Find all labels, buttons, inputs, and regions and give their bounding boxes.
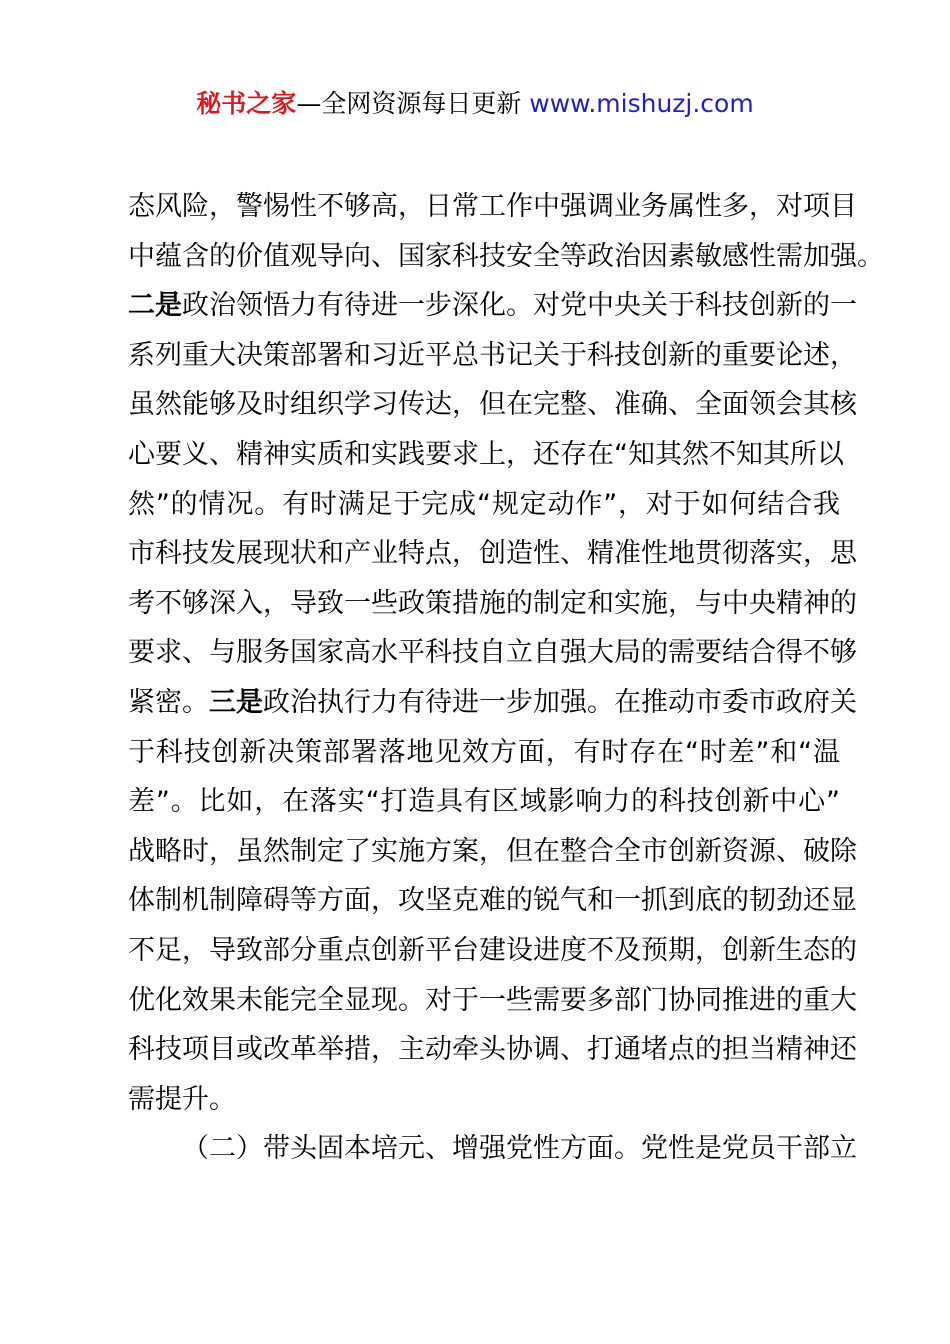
text-line: 科技项目或改革举措，主动牵头协调、打通堵点的担当精神还	[128, 1034, 857, 1066]
point-label-two: 二是	[128, 290, 182, 322]
text-line: 差”。比如，在落实“打造具有区域影响力的科技创新中心”	[128, 786, 840, 818]
text-segment: 政治执行力有待进一步加强。在推动市委市政府关	[263, 686, 857, 718]
section-heading-line: （二）带头固本培元、增强党性方面。党性是党员干部立	[182, 1133, 857, 1165]
text-line: 需提升。	[128, 1083, 236, 1115]
brand-name: 秘书之家	[196, 89, 297, 118]
text-line: 虽然能够及时组织学习传达，但在完整、准确、全面领会其核	[128, 389, 857, 421]
text-line: 中蕴含的价值观导向、国家科技安全等政治因素敏感性需加强。	[128, 240, 884, 272]
text-line: 然”的情况。有时满足于完成“规定动作”，对于如何结合我	[128, 488, 840, 520]
text-line: 战略时，虽然制定了实施方案，但在整合全市创新资源、破除	[128, 835, 857, 867]
text-line: 考不够深入，导致一些政策措施的制定和实施，与中央精神的	[128, 587, 857, 619]
text-line	[128, 281, 857, 331]
point-label-three: 三是	[209, 686, 263, 718]
header-tagline: —全网资源每日更新	[296, 89, 522, 118]
text-line: 系列重大决策部署和习近平总书记关于科技创新的重要论述，	[128, 339, 857, 371]
text-line	[128, 678, 857, 728]
document-body	[128, 182, 884, 1174]
text-segment: 紧密。	[128, 686, 209, 718]
text-line: 体制机制障碍等方面，攻坚克难的锐气和一抓到底的韧劲还显	[128, 885, 857, 917]
text-line: 市科技发展现状和产业特点，创造性、精准性地贯彻落实，思	[128, 538, 857, 570]
text-line: 不足，导致部分重点创新平台建设进度不及预期，创新生态的	[128, 934, 857, 966]
site-header	[0, 86, 950, 122]
text-segment: 政治领悟力有待进一步深化。对党中央关于科技创新的一	[182, 290, 857, 322]
text-line: 优化效果未能完全显现。对于一些需要多部门协同推进的重大	[128, 984, 857, 1016]
text-line: 要求、与服务国家高水平科技自立自强大局的需要结合得不够	[128, 637, 857, 669]
text-line: 于科技创新决策部署落地见效方面，有时存在“时差”和“温	[128, 736, 840, 768]
text-line: 态风险，警惕性不够高，日常工作中强调业务属性多，对项目	[128, 191, 857, 222]
site-url-link[interactable]: www.mishuzj.com	[529, 89, 754, 118]
text-line: 心要义、精神实质和实践要求上，还存在“知其然不知其所以	[128, 438, 844, 470]
